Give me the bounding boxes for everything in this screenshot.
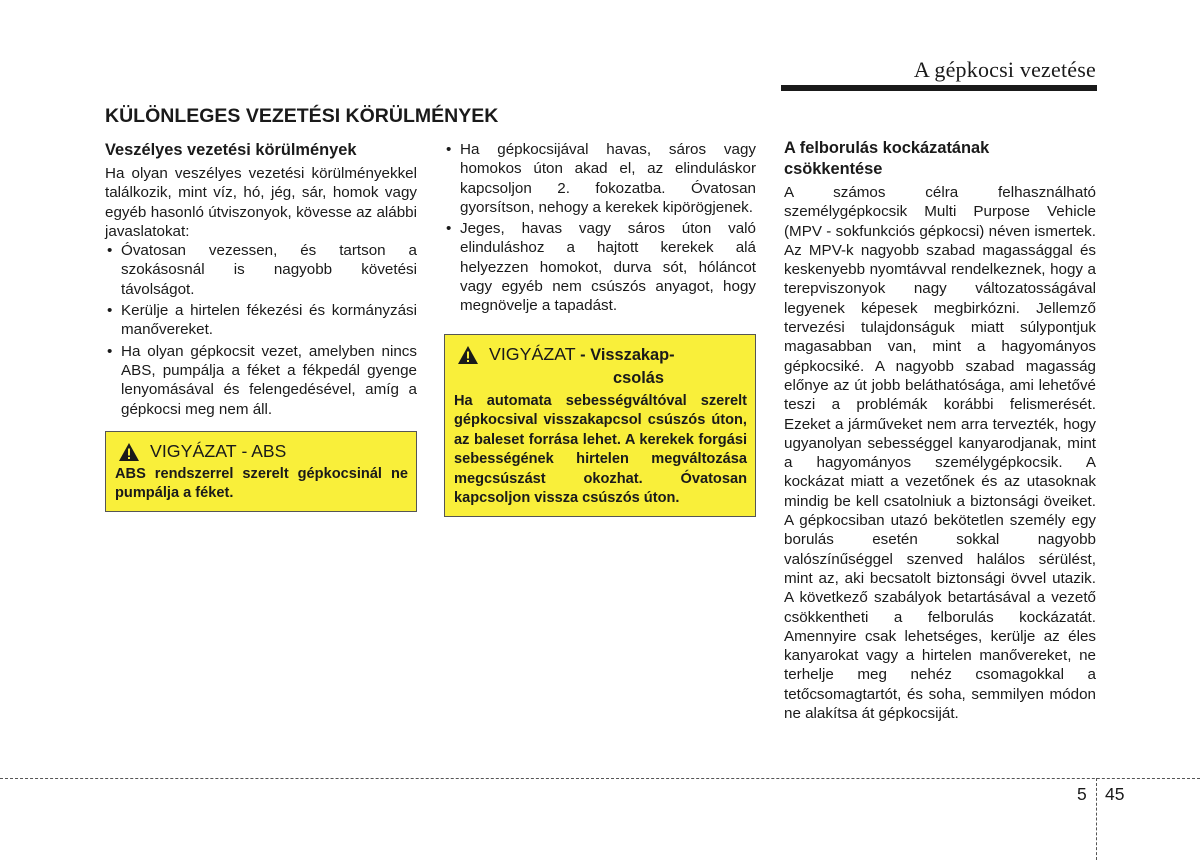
hazardous-conditions-list <box>105 241 417 419</box>
page-number: 45 <box>1105 784 1125 804</box>
rollover-heading: A felborulás kockázatának csökkentése <box>784 139 990 178</box>
column-2 <box>444 140 756 517</box>
warning-header <box>115 440 408 462</box>
bullet-dot: • <box>446 220 452 238</box>
hazardous-conditions-intro: Ha olyan veszélyes vezetési körülményekkel találkozik, mint víz, hó, jég, sár, homok vagy egyéb hasonló útviszonyok, kövesse az alábbi javaslatokat: <box>105 165 417 240</box>
chapter-title: A gépkocsi vezetése <box>913 57 1096 82</box>
list-item: • Ha gépkocsijával havas, sáros vagy homokos úton akad el, az elinduláskor kapcsoljon 2. fokozatba. Óvatosan gyorsítson, nehogy a kerekek kipörögjenek. <box>446 141 756 216</box>
warning-box-downshift <box>444 334 756 517</box>
warning-header <box>454 343 747 389</box>
list-item: • Óvatosan vezessen, és tartson a szokásosnál is nagyobb követési távolságot. <box>107 242 417 298</box>
stuck-vehicle-list <box>444 140 756 316</box>
list-item: • Jeges, havas vagy sáros úton való elinduláshoz a hajtott kerekek alá helyezzen homokot, durva sót, hóláncot vagy egyéb nem csúszós anyagot, hogy megnövelje a tapadást. <box>446 220 756 315</box>
warning-text: Ha automata sebességváltóval szerelt gépkocsival visszakapcsol csúszós úton, az baleset forrása lehet. A kerekek forgási sebességének hirtelen megváltozása megcsúszást okozhat. Óvatosan kapcsoljon vissza csúszós úton. <box>454 392 747 507</box>
list-item: • Ha olyan gépkocsit vezet, amelyben nincs ABS, pumpálja a féket a fékpedál gyenge lenyomásával és felengedésével, amíg a gépkocsi meg nem áll. <box>107 342 417 418</box>
hazardous-conditions-heading: Veszélyes vezetési körülmények <box>105 141 357 159</box>
bullet-dot: • <box>107 342 113 360</box>
footer-rule <box>0 778 1200 779</box>
warning-triangle-icon <box>118 442 140 462</box>
chapter-number: 5 <box>1077 784 1087 804</box>
rollover-body: A számos célra felhasználható személygépkocsik Multi Purpose Vehicle (MPV - sokfunkciós gépkocsi) néven ismertek. Az MPV-k nagyobb szabad magassággal és keskenyebb nyomtávval rendelkeznek, hogy a terepviszonyok nagy változatosságával legyenek képesek megbirkózni. Jellemző tervezési tulajdonságuk miatt súlypontjuk magasabban van, mint a hagyományos gépkocsiké. A nagyobb szabad magasság előnye az út jobb beláthatósága, ami lehetővé teszi a problémák korábbi felismerését. Ezeket a járműveket nem arra tervezték, hogy ugyanolyan sebességgel kanyarodjanak, mint a hagyományos személygépkocsik. A kockázat miatt a vezetőnek és az utasoknak mindig be kell csatolniuk a biztonsági öveiket. A gépkocsiban utazó bekötetlen személy egy borulás esetén sokkal nagyobb valószínűséggel szenved halálos sérülést, mint az, aki becsatolt biztonsági övvel utazik. A következő szabályok betartásával a vezető csökkentheti a felborulás kockázatát. Amennyire csak lehetséges, kerülje az éles kanyarokat vagy a hirtelen manővereket, ne terhelje meg nehéz csomagokkal a tetőcsomagtartót, és soha, semmilyen módon ne alakítsa át gépkocsiját. <box>784 184 1096 723</box>
warning-triangle-icon <box>457 345 479 365</box>
footer-divider <box>1096 778 1097 860</box>
warning-title: VIGYÁZAT - ABS <box>150 440 287 461</box>
bullet-dot: • <box>107 242 113 260</box>
list-item: • Kerülje a hirtelen fékezési és kormányzási manővereket. <box>107 302 417 339</box>
column-1 <box>105 140 417 512</box>
header-rule <box>781 85 1097 91</box>
warning-text: ABS rendszerrel szerelt gépkocsinál ne pumpálja a féket. <box>115 465 408 502</box>
column-3 <box>784 140 1096 723</box>
section-title: KÜLÖNLEGES VEZETÉSI KÖRÜLMÉNYEK <box>105 105 499 127</box>
bullet-dot: • <box>446 141 452 158</box>
warning-box-abs <box>105 431 417 512</box>
bullet-dot: • <box>107 302 113 320</box>
warning-title: VIGYÁZAT - Visszakap- csolás <box>489 343 675 387</box>
